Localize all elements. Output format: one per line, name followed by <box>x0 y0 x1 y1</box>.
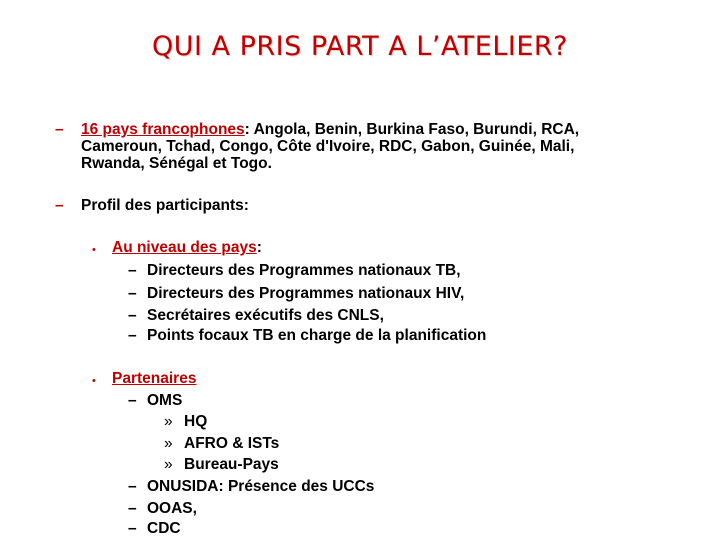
group-heading-pays-link[interactable]: Au niveau des pays <box>112 239 257 256</box>
dash-marker: – <box>55 121 64 138</box>
list-item: Directeurs des Programmes nationaux TB, <box>147 262 461 279</box>
list-item: Secrétaires exécutifs des CNLS, <box>147 307 384 324</box>
countries-line-1 <box>81 121 579 139</box>
list-dash: – <box>128 285 137 302</box>
list-dash: – <box>128 392 137 409</box>
group-heading-pays: Au niveau des pays: <box>112 239 262 256</box>
bullet-icon: • <box>92 375 96 387</box>
list-item: Points focaux TB en charge de la planification <box>147 327 487 344</box>
list-dash: – <box>128 327 137 344</box>
group-heading-partenaires <box>112 370 196 388</box>
list-dash: – <box>128 500 137 517</box>
participants-profile-heading: Profil des participants: <box>81 197 249 214</box>
sub-list-item: Bureau-Pays <box>184 456 279 473</box>
list-item: CDC <box>147 520 181 537</box>
dash-marker: – <box>55 197 64 214</box>
page-title: QUI A PRIS PART A L’ATELIER? <box>152 31 568 62</box>
list-item-oms: OMS <box>147 392 183 409</box>
bullet-icon: • <box>92 244 96 256</box>
list-dash: – <box>128 307 137 324</box>
raquo-marker: » <box>164 456 173 473</box>
countries-list-start: : Angola, Benin, Burkina Faso, Burundi, RCA, <box>244 121 580 138</box>
countries-link[interactable]: 16 pays francophones <box>81 121 245 138</box>
list-item: OOAS, <box>147 500 197 517</box>
list-dash: – <box>128 262 137 279</box>
list-item: Directeurs des Programmes nationaux HIV, <box>147 285 465 302</box>
countries-line-2: Cameroun, Tchad, Congo, Côte d'Ivoire, RDC, Gabon, Guinée, Mali, <box>81 138 575 155</box>
list-item: ONUSIDA: Présence des UCCs <box>147 478 375 495</box>
group-heading-partenaires-link[interactable]: Partenaires <box>112 370 197 387</box>
sub-list-item: HQ <box>184 413 208 430</box>
list-dash: – <box>128 478 137 495</box>
raquo-marker: » <box>164 413 173 430</box>
raquo-marker: » <box>164 435 173 452</box>
sub-list-item: AFRO & ISTs <box>184 435 280 452</box>
list-dash: – <box>128 520 137 537</box>
countries-line-3: Rwanda, Sénégal et Togo. <box>81 155 272 172</box>
